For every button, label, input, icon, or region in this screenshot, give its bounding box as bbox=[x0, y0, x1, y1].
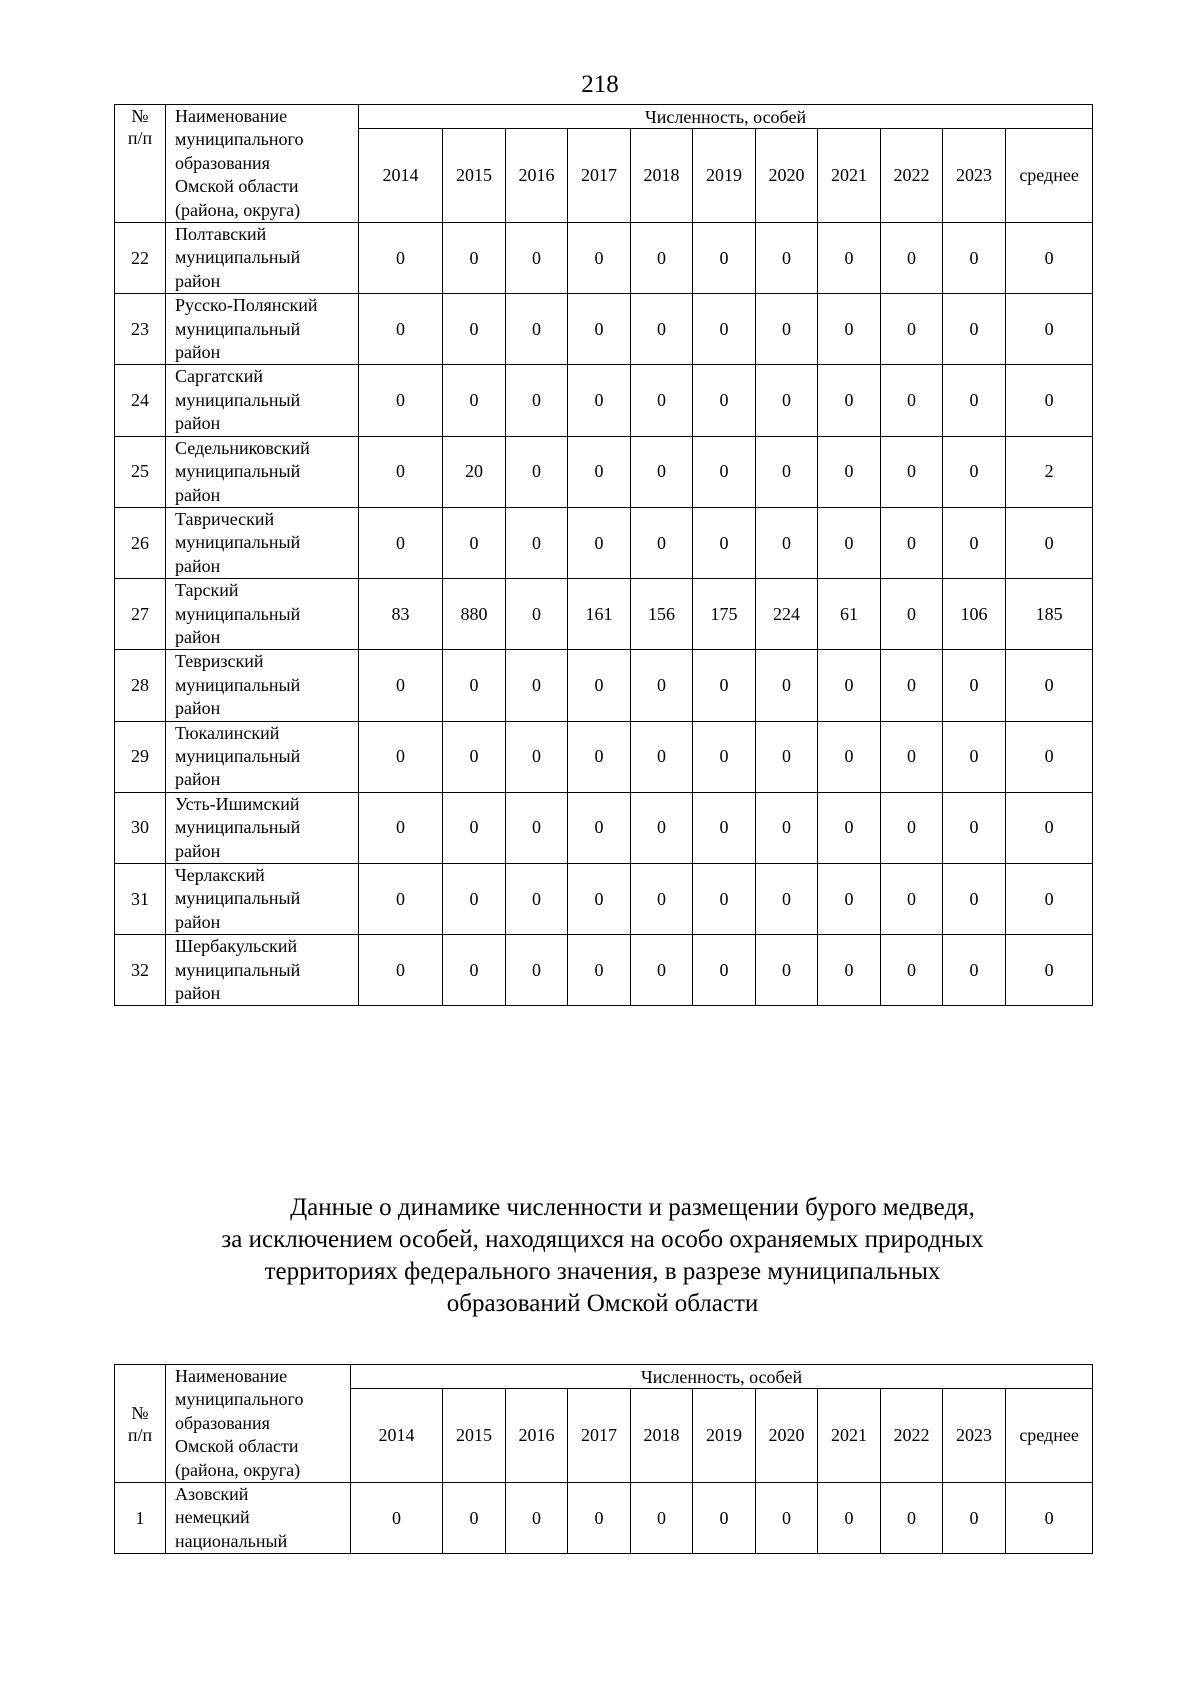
population-value: 0 bbox=[756, 935, 818, 1006]
header-year: 2023 bbox=[943, 129, 1006, 223]
table-row bbox=[115, 365, 1093, 436]
municipality-name: Шербакульский муниципальный район bbox=[166, 935, 359, 1006]
population-value: 0 bbox=[943, 1483, 1006, 1554]
header-year: 2018 bbox=[631, 1389, 693, 1483]
population-value: 0 bbox=[1006, 721, 1093, 792]
municipality-name: Тарский муниципальный район bbox=[166, 579, 359, 650]
header-year: 2022 bbox=[881, 1389, 943, 1483]
population-value: 0 bbox=[818, 650, 881, 721]
header-year: 2020 bbox=[756, 129, 818, 223]
header-number: № п/п bbox=[115, 105, 166, 223]
population-value: 0 bbox=[1006, 223, 1093, 294]
section-title-line: за исключением особей, находящихся на особо охраняемых природных bbox=[221, 1226, 984, 1253]
population-value: 0 bbox=[943, 864, 1006, 935]
population-value: 0 bbox=[818, 864, 881, 935]
header-year: 2015 bbox=[443, 1389, 506, 1483]
population-value: 0 bbox=[756, 436, 818, 507]
table-row bbox=[115, 579, 1093, 650]
population-value: 0 bbox=[568, 792, 631, 863]
population-value: 0 bbox=[631, 864, 693, 935]
header-municipality-name: Наименование муниципального образования Омской области (района, округа) bbox=[166, 105, 359, 223]
population-value: 0 bbox=[881, 436, 943, 507]
row-number: 23 bbox=[115, 294, 166, 365]
population-value: 0 bbox=[818, 792, 881, 863]
population-value: 61 bbox=[818, 579, 881, 650]
municipality-name: Таврический муниципальный район bbox=[166, 507, 359, 578]
section-title-line: территориях федерального значения, в разрезе муниципальных bbox=[264, 1258, 941, 1285]
header-year: 2016 bbox=[506, 129, 568, 223]
population-value: 0 bbox=[506, 650, 568, 721]
population-value: 0 bbox=[506, 864, 568, 935]
population-value: 0 bbox=[943, 792, 1006, 863]
population-value: 0 bbox=[568, 1483, 631, 1554]
population-value: 0 bbox=[443, 1483, 506, 1554]
population-value: 0 bbox=[631, 365, 693, 436]
population-table-new bbox=[114, 1364, 1093, 1554]
header-municipality-name: Наименование муниципального образования Омской области (района, округа) bbox=[166, 1365, 351, 1483]
header-year: 2021 bbox=[818, 1389, 881, 1483]
municipality-name: Черлакский муниципальный район bbox=[166, 864, 359, 935]
header-year: 2019 bbox=[693, 129, 756, 223]
row-number: 32 bbox=[115, 935, 166, 1006]
row-number: 22 bbox=[115, 223, 166, 294]
population-value: 0 bbox=[818, 935, 881, 1006]
population-value: 224 bbox=[756, 579, 818, 650]
header-population-group: Численность, особей bbox=[359, 105, 1093, 129]
row-number: 1 bbox=[115, 1483, 166, 1554]
row-number: 24 bbox=[115, 365, 166, 436]
population-value: 0 bbox=[1006, 294, 1093, 365]
population-value: 0 bbox=[359, 436, 443, 507]
table-row bbox=[115, 864, 1093, 935]
population-value: 0 bbox=[443, 507, 506, 578]
population-value: 0 bbox=[359, 935, 443, 1006]
population-value: 0 bbox=[756, 507, 818, 578]
population-value: 0 bbox=[359, 507, 443, 578]
population-value: 0 bbox=[359, 721, 443, 792]
population-value: 0 bbox=[693, 436, 756, 507]
population-value: 0 bbox=[1006, 650, 1093, 721]
population-value: 0 bbox=[881, 650, 943, 721]
population-value: 0 bbox=[881, 507, 943, 578]
population-value: 185 bbox=[1006, 579, 1093, 650]
population-value: 0 bbox=[631, 1483, 693, 1554]
section-title-line: образований Омской области bbox=[446, 1290, 759, 1317]
population-value: 0 bbox=[1006, 1483, 1093, 1554]
population-value: 156 bbox=[631, 579, 693, 650]
population-value: 0 bbox=[359, 365, 443, 436]
header-year: 2018 bbox=[631, 129, 693, 223]
population-value: 0 bbox=[818, 1483, 881, 1554]
population-value: 0 bbox=[818, 721, 881, 792]
table-row bbox=[115, 792, 1093, 863]
population-value: 0 bbox=[881, 223, 943, 294]
population-value: 0 bbox=[693, 792, 756, 863]
row-number: 29 bbox=[115, 721, 166, 792]
municipality-name: Усть-Ишимский муниципальный район bbox=[166, 792, 359, 863]
row-number: 30 bbox=[115, 792, 166, 863]
population-value: 0 bbox=[443, 294, 506, 365]
table-row bbox=[115, 294, 1093, 365]
population-value: 0 bbox=[631, 507, 693, 578]
population-value: 0 bbox=[443, 864, 506, 935]
population-value: 0 bbox=[506, 721, 568, 792]
table-row bbox=[115, 223, 1093, 294]
municipality-name: Азовский немецкий национальный bbox=[166, 1483, 351, 1554]
population-value: 20 bbox=[443, 436, 506, 507]
population-value: 0 bbox=[443, 721, 506, 792]
population-value: 161 bbox=[568, 579, 631, 650]
population-value: 0 bbox=[693, 864, 756, 935]
population-value: 0 bbox=[631, 436, 693, 507]
header-year: 2017 bbox=[568, 1389, 631, 1483]
population-value: 0 bbox=[506, 365, 568, 436]
population-value: 0 bbox=[443, 792, 506, 863]
population-value: 0 bbox=[631, 650, 693, 721]
population-value: 0 bbox=[818, 294, 881, 365]
section-title-line: Данные о динамике численности и размещении бурого медведя, bbox=[290, 1194, 975, 1221]
population-value: 0 bbox=[943, 365, 1006, 436]
population-value: 0 bbox=[631, 935, 693, 1006]
header-year: среднее bbox=[1006, 1389, 1093, 1483]
header-year: 2017 bbox=[568, 129, 631, 223]
population-value: 0 bbox=[506, 1483, 568, 1554]
table-row bbox=[115, 650, 1093, 721]
population-value: 0 bbox=[568, 935, 631, 1006]
header-year: 2015 bbox=[443, 129, 506, 223]
municipality-name: Седельниковский муниципальный район bbox=[166, 436, 359, 507]
population-value: 175 bbox=[693, 579, 756, 650]
population-value: 0 bbox=[506, 294, 568, 365]
population-value: 0 bbox=[443, 935, 506, 1006]
population-value: 0 bbox=[631, 721, 693, 792]
population-value: 0 bbox=[693, 721, 756, 792]
population-value: 0 bbox=[881, 792, 943, 863]
population-value: 0 bbox=[568, 365, 631, 436]
header-year: среднее bbox=[1006, 129, 1093, 223]
population-value: 2 bbox=[1006, 436, 1093, 507]
population-value: 0 bbox=[881, 721, 943, 792]
population-value: 0 bbox=[943, 507, 1006, 578]
population-value: 0 bbox=[1006, 935, 1093, 1006]
header-year: 2014 bbox=[359, 129, 443, 223]
population-value: 0 bbox=[1006, 864, 1093, 935]
population-value: 880 bbox=[443, 579, 506, 650]
population-value: 0 bbox=[756, 365, 818, 436]
population-value: 0 bbox=[693, 935, 756, 1006]
population-value: 0 bbox=[568, 864, 631, 935]
section-title bbox=[114, 1192, 1091, 1320]
population-value: 0 bbox=[756, 721, 818, 792]
header-year: 2020 bbox=[756, 1389, 818, 1483]
population-value: 83 bbox=[359, 579, 443, 650]
population-value: 0 bbox=[693, 223, 756, 294]
header-year: 2016 bbox=[506, 1389, 568, 1483]
population-value: 0 bbox=[568, 294, 631, 365]
population-value: 0 bbox=[351, 1483, 443, 1554]
population-value: 0 bbox=[756, 1483, 818, 1554]
population-value: 0 bbox=[943, 721, 1006, 792]
population-value: 0 bbox=[443, 365, 506, 436]
population-value: 0 bbox=[631, 294, 693, 365]
population-value: 0 bbox=[943, 436, 1006, 507]
population-value: 0 bbox=[693, 650, 756, 721]
table-row bbox=[115, 721, 1093, 792]
population-value: 0 bbox=[506, 507, 568, 578]
population-value: 0 bbox=[881, 864, 943, 935]
header-year: 2022 bbox=[881, 129, 943, 223]
header-population-group: Численность, особей bbox=[351, 1365, 1093, 1389]
population-table-continued bbox=[114, 104, 1093, 1006]
population-value: 0 bbox=[506, 579, 568, 650]
population-value: 0 bbox=[756, 792, 818, 863]
population-value: 0 bbox=[359, 223, 443, 294]
population-value: 0 bbox=[506, 935, 568, 1006]
row-number: 26 bbox=[115, 507, 166, 578]
population-value: 0 bbox=[756, 650, 818, 721]
municipality-name: Полтавский муниципальный район bbox=[166, 223, 359, 294]
municipality-name: Саргатский муниципальный район bbox=[166, 365, 359, 436]
population-value: 0 bbox=[693, 365, 756, 436]
population-value: 0 bbox=[881, 579, 943, 650]
population-value: 106 bbox=[943, 579, 1006, 650]
population-value: 0 bbox=[693, 507, 756, 578]
population-value: 0 bbox=[506, 792, 568, 863]
header-year: 2014 bbox=[351, 1389, 443, 1483]
header-number: № п/п bbox=[115, 1365, 166, 1483]
population-value: 0 bbox=[943, 935, 1006, 1006]
population-value: 0 bbox=[568, 436, 631, 507]
population-value: 0 bbox=[1006, 365, 1093, 436]
population-value: 0 bbox=[359, 294, 443, 365]
population-value: 0 bbox=[881, 935, 943, 1006]
population-value: 0 bbox=[506, 436, 568, 507]
population-value: 0 bbox=[881, 365, 943, 436]
header-year: 2019 bbox=[693, 1389, 756, 1483]
population-value: 0 bbox=[359, 792, 443, 863]
population-value: 0 bbox=[693, 1483, 756, 1554]
population-value: 0 bbox=[818, 365, 881, 436]
population-value: 0 bbox=[359, 650, 443, 721]
header-year: 2023 bbox=[943, 1389, 1006, 1483]
table-row bbox=[115, 1483, 1093, 1554]
population-value: 0 bbox=[443, 650, 506, 721]
municipality-name: Тевризский муниципальный район bbox=[166, 650, 359, 721]
population-value: 0 bbox=[506, 223, 568, 294]
population-value: 0 bbox=[756, 294, 818, 365]
population-value: 0 bbox=[443, 223, 506, 294]
population-value: 0 bbox=[881, 1483, 943, 1554]
row-number: 31 bbox=[115, 864, 166, 935]
population-value: 0 bbox=[1006, 507, 1093, 578]
population-value: 0 bbox=[568, 721, 631, 792]
row-number: 27 bbox=[115, 579, 166, 650]
population-value: 0 bbox=[943, 223, 1006, 294]
population-value: 0 bbox=[881, 294, 943, 365]
row-number: 25 bbox=[115, 436, 166, 507]
population-value: 0 bbox=[818, 223, 881, 294]
header-year: 2021 bbox=[818, 129, 881, 223]
population-value: 0 bbox=[568, 223, 631, 294]
population-value: 0 bbox=[756, 864, 818, 935]
table-row bbox=[115, 436, 1093, 507]
row-number: 28 bbox=[115, 650, 166, 721]
population-value: 0 bbox=[568, 650, 631, 721]
population-value: 0 bbox=[943, 294, 1006, 365]
table-row bbox=[115, 507, 1093, 578]
population-value: 0 bbox=[756, 223, 818, 294]
page-number: 218 bbox=[581, 71, 619, 98]
population-value: 0 bbox=[818, 436, 881, 507]
population-value: 0 bbox=[359, 864, 443, 935]
population-value: 0 bbox=[568, 507, 631, 578]
population-value: 0 bbox=[631, 792, 693, 863]
population-value: 0 bbox=[943, 650, 1006, 721]
table-row bbox=[115, 935, 1093, 1006]
population-value: 0 bbox=[693, 294, 756, 365]
municipality-name: Тюкалинский муниципальный район bbox=[166, 721, 359, 792]
municipality-name: Русско-Полянский муниципальный район bbox=[166, 294, 359, 365]
population-value: 0 bbox=[818, 507, 881, 578]
population-value: 0 bbox=[631, 223, 693, 294]
population-value: 0 bbox=[1006, 792, 1093, 863]
